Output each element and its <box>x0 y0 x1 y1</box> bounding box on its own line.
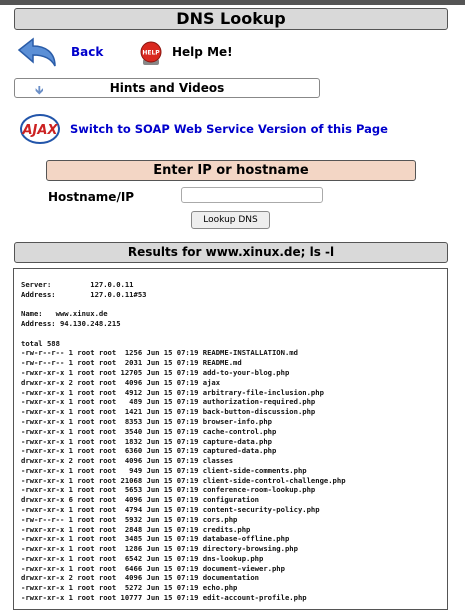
top-border <box>0 0 465 5</box>
ajax-logo-text: AJAX <box>22 123 58 138</box>
hostname-label: Hostname/IP <box>48 190 135 204</box>
back-arrow-icon[interactable] <box>15 36 60 72</box>
hostname-input[interactable] <box>181 187 323 203</box>
help-icon-text: HELP <box>142 49 160 57</box>
soap-version-link[interactable]: Switch to SOAP Web Service Version of this Page <box>70 122 388 136</box>
help-link[interactable]: Help Me! <box>172 45 233 59</box>
results-output: Server: 127.0.0.11 Address: 127.0.0.11#53 Name: www.xinux.de Address: 94.130.248.215 total 588 -rw-r--r-- 1 root root 1256 Jun 15 07:19 README-INSTALLATION.md -rw-r--r-- 1 root root 2031 Jun 15 07:19 README.md -rwxr-xr-x 1 root root 12705 Jun 15 07:19 add-to-your-blog.php drwxr-xr-x 2 root root 4096 Jun 15 07:19 ajax -rwxr-xr-x 1 root root 4912 Jun 15 07:19 arbitrary-file-inclusion.php -rwxr-xr-x 1 root root 489 Jun 15 07:19 authorization-required.php -rwxr-xr-x 1 root root 1421 Jun 15 07:19 back-button-discussion.php -rwxr-xr-x 1 root root 8353 Jun 15 07:19 browser-info.php -rwxr-xr-x 1 root root 3540 Jun 15 07:19 cache-control.php -rwxr-xr-x 1 root root 1832 Jun 15 07:19 capture-data.php -rwxr-xr-x 1 root root 6360 Jun 15 07:19 captured-data.php drwxr-xr-x 2 root root 4096 Jun 15 07:19 classes -rwxr-xr-x 1 root root 949 Jun 15 07:19 client-side-comments.php -rwxr-xr-x 1 root root 21068 Jun 15 07:19 client-side-control-challenge.php -rwxr-xr-x 1 root root 5653 Jun 15 07:19 conference-room-lookup.php drwxr-xr-x 6 root root 4096 Jun 15 07:19 configuration -rwxr-xr-x 1 root root 4794 Jun 15 07:19 content-security-policy.php -rw-r--r-- 1 root root 5932 Jun 15 07:19 cors.php -rwxr-xr-x 1 root root 2848 Jun 15 07:19 credits.php -rwxr-xr-x 1 root root 3485 Jun 15 07:19 database-offline.php -rwxr-xr-x 1 root root 1286 Jun 15 07:19 directory-browsing.php -rwxr-xr-x 1 root root 6542 Jun 15 07:19 dns-lookup.php -rwxr-xr-x 1 root root 6466 Jun 15 07:19 document-viewer.php drwxr-xr-x 2 root root 4096 Jun 15 07:19 documentation -rwxr-xr-x 1 root root 5272 Jun 15 07:19 echo.php -rwxr-xr-x 1 root root 10777 Jun 15 07:19 edit-account-profile.php <box>21 280 346 602</box>
ajax-logo-icon[interactable] <box>19 112 61 146</box>
hints-toggle[interactable] <box>14 78 320 98</box>
page-title: DNS Lookup <box>14 8 448 30</box>
hints-label: Hints and Videos <box>109 81 225 95</box>
form-header: Enter IP or hostname <box>46 160 416 181</box>
lookup-dns-button[interactable]: Lookup DNS <box>191 211 270 229</box>
down-arrow-icon: 🡻 <box>35 83 44 97</box>
back-link[interactable]: Back <box>71 45 104 59</box>
help-button-icon[interactable] <box>137 39 165 67</box>
results-header: Results for www.xinux.de; ls -l <box>14 242 448 263</box>
results-output-box <box>13 268 448 610</box>
